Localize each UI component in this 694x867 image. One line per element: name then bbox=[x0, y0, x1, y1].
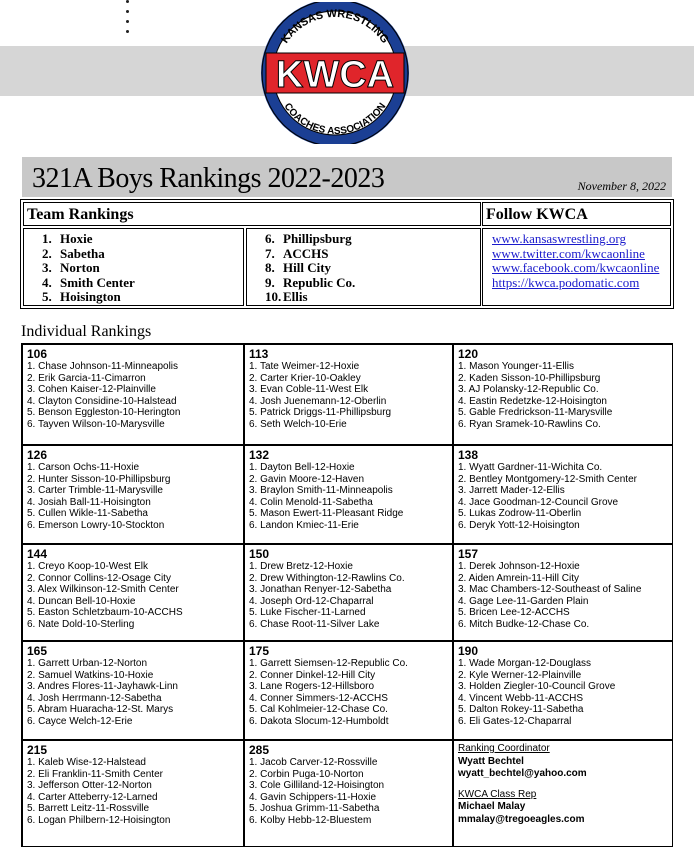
wrestler-ranking: 2. Bentley Montgomery-12-Smith Center bbox=[458, 473, 637, 485]
logo-top-text: KANSAS WRESTLING bbox=[279, 7, 391, 46]
team-name: Hoxie bbox=[60, 231, 93, 246]
weight-class-title: 215 bbox=[27, 743, 48, 757]
wrestler-ranking: 5. Barrett Leitz-11-Rossville bbox=[27, 803, 150, 815]
wrestler-ranking: 3. Alex Wilkinson-12-Smith Center bbox=[27, 584, 179, 596]
team-rank-number: 1. bbox=[42, 231, 52, 246]
team-rank-number: 8. bbox=[265, 260, 275, 276]
wrestler-ranking: 5. Dalton Rokey-11-Sabetha bbox=[458, 704, 584, 716]
wrestler-ranking: 4. Gavin Schippers-11-Hoxie bbox=[249, 791, 377, 803]
team-rank-number: 4. bbox=[42, 274, 52, 290]
wrestler-ranking: 3. Jefferson Otter-12-Norton bbox=[27, 780, 152, 792]
wrestler-ranking: 1. Derek Johnson-12-Hoxie bbox=[458, 561, 580, 572]
wrestler-ranking: 5. Cullen Wikle-11-Sabetha bbox=[27, 508, 148, 520]
team-ranking-item bbox=[42, 290, 243, 305]
team-ranking-item bbox=[42, 276, 243, 291]
coordinator-name: Wyatt Bechtel bbox=[458, 755, 524, 767]
team-name: Norton bbox=[60, 260, 100, 276]
team-name: Ellis bbox=[283, 289, 308, 305]
title-bar bbox=[22, 157, 672, 197]
wrestler-ranking: 4. Colin Menold-11-Sabetha bbox=[249, 496, 373, 508]
team-ranking-item bbox=[42, 232, 243, 247]
team-rank-number: 2. bbox=[42, 245, 52, 261]
wrestler-ranking: 6. Seth Welch-10-Erie bbox=[249, 418, 347, 430]
team-ranking-item bbox=[265, 276, 480, 291]
weight-class-title: 285 bbox=[249, 743, 270, 757]
weight-class-138 bbox=[453, 445, 673, 544]
team-ranking-item bbox=[265, 232, 480, 247]
wrestler-ranking: 6. Chase Root-11-Silver Lake bbox=[249, 618, 380, 630]
wrestler-ranking: 4. Clayton Considine-10-Halstead bbox=[27, 395, 177, 407]
wrestler-ranking: 6. Nate Dold-10-Sterling bbox=[27, 618, 135, 630]
weight-class-title: 120 bbox=[458, 347, 479, 361]
team-rank-number: 5. bbox=[42, 289, 52, 305]
wrestler-ranking: 6. Deryk Yott-12-Hoisington bbox=[458, 519, 580, 531]
follow-link[interactable]: www.facebook.com/kwcaonline bbox=[492, 260, 660, 276]
wrestler-ranking: 1. Carson Ochs-11-Hoxie bbox=[27, 462, 140, 473]
wrestler-ranking: 2. Kyle Werner-12-Plainville bbox=[458, 669, 582, 681]
wrestler-ranking: 3. Braylon Smith-11-Minneapolis bbox=[249, 485, 393, 497]
team-ranking-item bbox=[42, 261, 243, 276]
wrestler-ranking: 1. Garrett Siemsen-12-Republic Co. bbox=[249, 658, 408, 669]
coordinator-label: Ranking Coordinator bbox=[458, 743, 550, 754]
wrestler-ranking: 5. Mason Ewert-11-Pleasant Ridge bbox=[249, 508, 404, 520]
wrestler-ranking: 6. Tayven Wilson-10-Marysville bbox=[27, 418, 165, 430]
wrestler-ranking: 4. Josh Juenemann-12-Oberlin bbox=[249, 395, 387, 407]
weight-class-190 bbox=[453, 641, 673, 740]
wrestler-ranking: 5. Gable Fredrickson-11-Marysville bbox=[458, 407, 613, 419]
wrestler-ranking: 3. Mac Chambers-12-Southeast of Saline bbox=[458, 584, 642, 596]
weight-class-title: 190 bbox=[458, 644, 479, 658]
weight-class-title: 157 bbox=[458, 547, 479, 561]
weight-class-title: 138 bbox=[458, 448, 479, 462]
follow-link[interactable]: www.twitter.com/kwcaonline bbox=[492, 245, 645, 261]
wrestler-ranking: 3. Evan Coble-11-West Elk bbox=[249, 384, 369, 396]
wrestler-ranking: 5. Benson Eggleston-10-Herington bbox=[27, 407, 181, 419]
wrestler-ranking: 4. Conner Simmers-12-ACCHS bbox=[249, 692, 388, 704]
weight-class-106 bbox=[22, 344, 244, 445]
wrestler-ranking: 6. Emerson Lowry-10-Stockton bbox=[27, 519, 165, 531]
weight-class-215 bbox=[22, 740, 244, 847]
wrestler-ranking: 5. Joshua Grimm-11-Sabetha bbox=[249, 803, 380, 815]
team-rankings-header: Team Rankings bbox=[23, 202, 481, 226]
wrestler-ranking: 6. Eli Gates-12-Chaparral bbox=[458, 715, 572, 727]
team-ranking-item bbox=[265, 247, 480, 262]
wrestler-ranking: 4. Josiah Ball-11-Hoisington bbox=[27, 496, 151, 508]
wrestler-ranking: 1. Chase Johnson-11-Minneapolis bbox=[27, 361, 179, 372]
logo-bottom-text: COACHES ASSOCIATION bbox=[281, 101, 389, 138]
wrestler-ranking: 6. Cayce Welch-12-Erie bbox=[27, 715, 133, 727]
wrestler-ranking: 6. Mitch Budke-12-Chase Co. bbox=[458, 618, 590, 630]
team-list-right bbox=[246, 228, 481, 306]
team-list-left bbox=[23, 228, 244, 306]
team-name: Smith Center bbox=[60, 274, 135, 290]
wrestler-ranking: 2. Corbin Puga-10-Norton bbox=[249, 768, 364, 780]
wrestler-ranking: 2. Erik Garcia-11-Cimarron bbox=[27, 372, 146, 384]
follow-link[interactable]: www.kansaswrestling.org bbox=[492, 231, 626, 246]
follow-link[interactable]: https://kwca.podomatic.com bbox=[492, 274, 640, 290]
team-ranking-item bbox=[265, 290, 480, 305]
weight-class-title: 165 bbox=[27, 644, 48, 658]
wrestler-ranking: 1. Drew Bretz-12-Hoxie bbox=[249, 561, 353, 572]
wrestler-ranking: 5. Luke Fischer-11-Larned bbox=[249, 607, 366, 619]
weight-class-175 bbox=[244, 641, 453, 740]
wrestler-ranking: 3. Cole Gilliland-12-Hoisington bbox=[249, 780, 385, 792]
team-name: Phillipsburg bbox=[283, 231, 352, 246]
kwca-logo bbox=[256, 2, 414, 144]
ranking-date: November 8, 2022 bbox=[577, 179, 666, 193]
weight-class-title: 150 bbox=[249, 547, 270, 561]
wrestler-ranking: 1. Jacob Carver-12-Rossville bbox=[249, 757, 378, 768]
team-rank-number: 9. bbox=[265, 274, 275, 290]
weight-class-title: 144 bbox=[27, 547, 48, 561]
wrestler-ranking: 6. Dakota Slocum-12-Humboldt bbox=[249, 715, 389, 727]
individual-rankings-grid bbox=[21, 343, 673, 847]
weight-class-113 bbox=[244, 344, 453, 445]
wrestler-ranking: 3. Carter Trimble-11-Marysville bbox=[27, 485, 163, 497]
team-rank-number: 7. bbox=[265, 245, 275, 261]
wrestler-ranking: 5. Bricen Lee-12-ACCHS bbox=[458, 607, 570, 619]
team-rankings-table bbox=[20, 199, 674, 309]
wrestler-ranking: 6. Ryan Sramek-10-Rawlins Co. bbox=[458, 418, 601, 430]
wrestler-ranking: 6. Kolby Hebb-12-Bluestem bbox=[249, 814, 372, 826]
weight-class-144 bbox=[22, 544, 244, 641]
weight-class-150 bbox=[244, 544, 453, 641]
class-rep-label: KWCA Class Rep bbox=[458, 788, 537, 800]
wrestler-ranking: 3. AJ Polansky-12-Republic Co. bbox=[458, 384, 599, 396]
team-name: ACCHS bbox=[283, 245, 329, 261]
wrestler-ranking: 4. Joseph Ord-12-Chaparral bbox=[249, 595, 374, 607]
wrestler-ranking: 2. Gavin Moore-12-Haven bbox=[249, 473, 365, 485]
team-name: Republic Co. bbox=[283, 274, 356, 290]
page-title: 321A Boys Rankings 2022-2023 bbox=[32, 163, 385, 194]
weight-class-title: 175 bbox=[249, 644, 270, 658]
wrestler-ranking: 1. Creyo Koop-10-West Elk bbox=[27, 561, 148, 572]
weight-class-title: 126 bbox=[27, 448, 48, 462]
wrestler-ranking: 2. Carter Krier-10-Oakley bbox=[249, 372, 361, 384]
team-name: Hoisington bbox=[60, 289, 121, 305]
logo-main-text: KWCA bbox=[275, 54, 395, 96]
decorative-dots bbox=[125, 0, 131, 40]
wrestler-ranking: 5. Patrick Driggs-11-Phillipsburg bbox=[249, 407, 392, 419]
weight-class-title: 106 bbox=[27, 347, 48, 361]
weight-class-165 bbox=[22, 641, 244, 740]
team-rank-number: 3. bbox=[42, 260, 52, 276]
wrestler-ranking: 3. Lane Rogers-12-Hillsboro bbox=[249, 681, 375, 693]
follow-kwca-header: Follow KWCA bbox=[482, 202, 671, 226]
wrestler-ranking: 3. Andres Flores-11-Jayhawk-Linn bbox=[27, 681, 178, 693]
weight-class-126 bbox=[22, 445, 244, 544]
contacts-cell bbox=[453, 740, 673, 847]
wrestler-ranking: 6. Landon Kmiec-11-Erie bbox=[249, 519, 359, 531]
wrestler-ranking: 2. Kaden Sisson-10-Phillipsburg bbox=[458, 372, 601, 384]
wrestler-ranking: 2. Eli Franklin-11-Smith Center bbox=[27, 768, 163, 780]
wrestler-ranking: 3. Jarrett Mader-12-Ellis bbox=[458, 485, 565, 497]
wrestler-ranking: 1. Kaleb Wise-12-Halstead bbox=[27, 757, 146, 768]
wrestler-ranking: 3. Holden Ziegler-10-Council Grove bbox=[458, 681, 616, 693]
spacer bbox=[458, 781, 672, 789]
wrestler-ranking: 1. Wade Morgan-12-Douglass bbox=[458, 658, 592, 669]
wrestler-ranking: 2. Aiden Amrein-11-Hill City bbox=[458, 572, 579, 584]
wrestler-ranking: 1. Dayton Bell-12-Hoxie bbox=[249, 462, 355, 473]
team-ranking-item bbox=[42, 247, 243, 262]
wrestler-ranking: 4. Gage Lee-11-Garden Plain bbox=[458, 595, 589, 607]
team-rank-number: 6. bbox=[265, 231, 275, 246]
wrestler-ranking: 3. Cohen Kaiser-12-Plainville bbox=[27, 384, 156, 396]
wrestler-ranking: 5. Easton Schletzbaum-10-ACCHS bbox=[27, 607, 183, 619]
wrestler-ranking: 2. Drew Withington-12-Rawlins Co. bbox=[249, 572, 405, 584]
wrestler-ranking: 4. Jace Goodman-12-Council Grove bbox=[458, 496, 619, 508]
class-rep-email: mmalay@tregoeagles.com bbox=[458, 813, 585, 825]
wrestler-ranking: 4. Josh Herrmann-12-Sabetha bbox=[27, 692, 162, 704]
wrestler-ranking: 2. Samuel Watkins-10-Hoxie bbox=[27, 669, 154, 681]
weight-class-285 bbox=[244, 740, 453, 847]
wrestler-ranking: 2. Connor Collins-12-Osage City bbox=[27, 572, 171, 584]
wrestler-ranking: 4. Duncan Bell-10-Hoxie bbox=[27, 595, 136, 607]
wrestler-ranking: 2. Conner Dinkel-12-Hill City bbox=[249, 669, 376, 681]
wrestler-ranking: 4. Vincent Webb-11-ACCHS bbox=[458, 692, 584, 704]
individual-rankings-label: Individual Rankings bbox=[21, 323, 152, 340]
team-name: Sabetha bbox=[60, 245, 105, 261]
follow-links bbox=[482, 228, 671, 306]
wrestler-ranking: 1. Mason Younger-11-Ellis bbox=[458, 361, 574, 372]
weight-class-title: 132 bbox=[249, 448, 270, 462]
weight-class-132 bbox=[244, 445, 453, 544]
weight-class-157 bbox=[453, 544, 673, 641]
weight-class-120 bbox=[453, 344, 673, 445]
class-rep-name: Michael Malay bbox=[458, 801, 526, 812]
wrestler-ranking: 1. Tate Weimer-12-Hoxie bbox=[249, 361, 360, 372]
coordinator-email: wyatt_bechtel@yahoo.com bbox=[458, 768, 587, 779]
wrestler-ranking: 2. Hunter Sisson-10-Phillipsburg bbox=[27, 473, 171, 485]
wrestler-ranking: 5. Lukas Zodrow-11-Oberlin bbox=[458, 508, 582, 520]
wrestler-ranking: 5. Abram Huaracha-12-St. Marys bbox=[27, 704, 174, 716]
wrestler-ranking: 4. Eastin Redetzke-12-Hoisington bbox=[458, 395, 607, 407]
team-name: Hill City bbox=[283, 260, 332, 276]
wrestler-ranking: 5. Cal Kohlmeier-12-Chase Co. bbox=[249, 704, 388, 716]
wrestler-ranking: 6. Logan Philbern-12-Hoisington bbox=[27, 814, 171, 826]
weight-class-title: 113 bbox=[249, 347, 269, 361]
team-ranking-item bbox=[265, 261, 480, 276]
team-rank-number: 10. bbox=[265, 289, 282, 305]
wrestler-ranking: 4. Carter Atteberry-12-Larned bbox=[27, 791, 158, 803]
wrestler-ranking: 1. Garrett Urban-12-Norton bbox=[27, 658, 148, 669]
wrestler-ranking: 1. Wyatt Gardner-11-Wichita Co. bbox=[458, 462, 603, 473]
wrestler-ranking: 3. Jonathan Renyer-12-Sabetha bbox=[249, 584, 392, 596]
